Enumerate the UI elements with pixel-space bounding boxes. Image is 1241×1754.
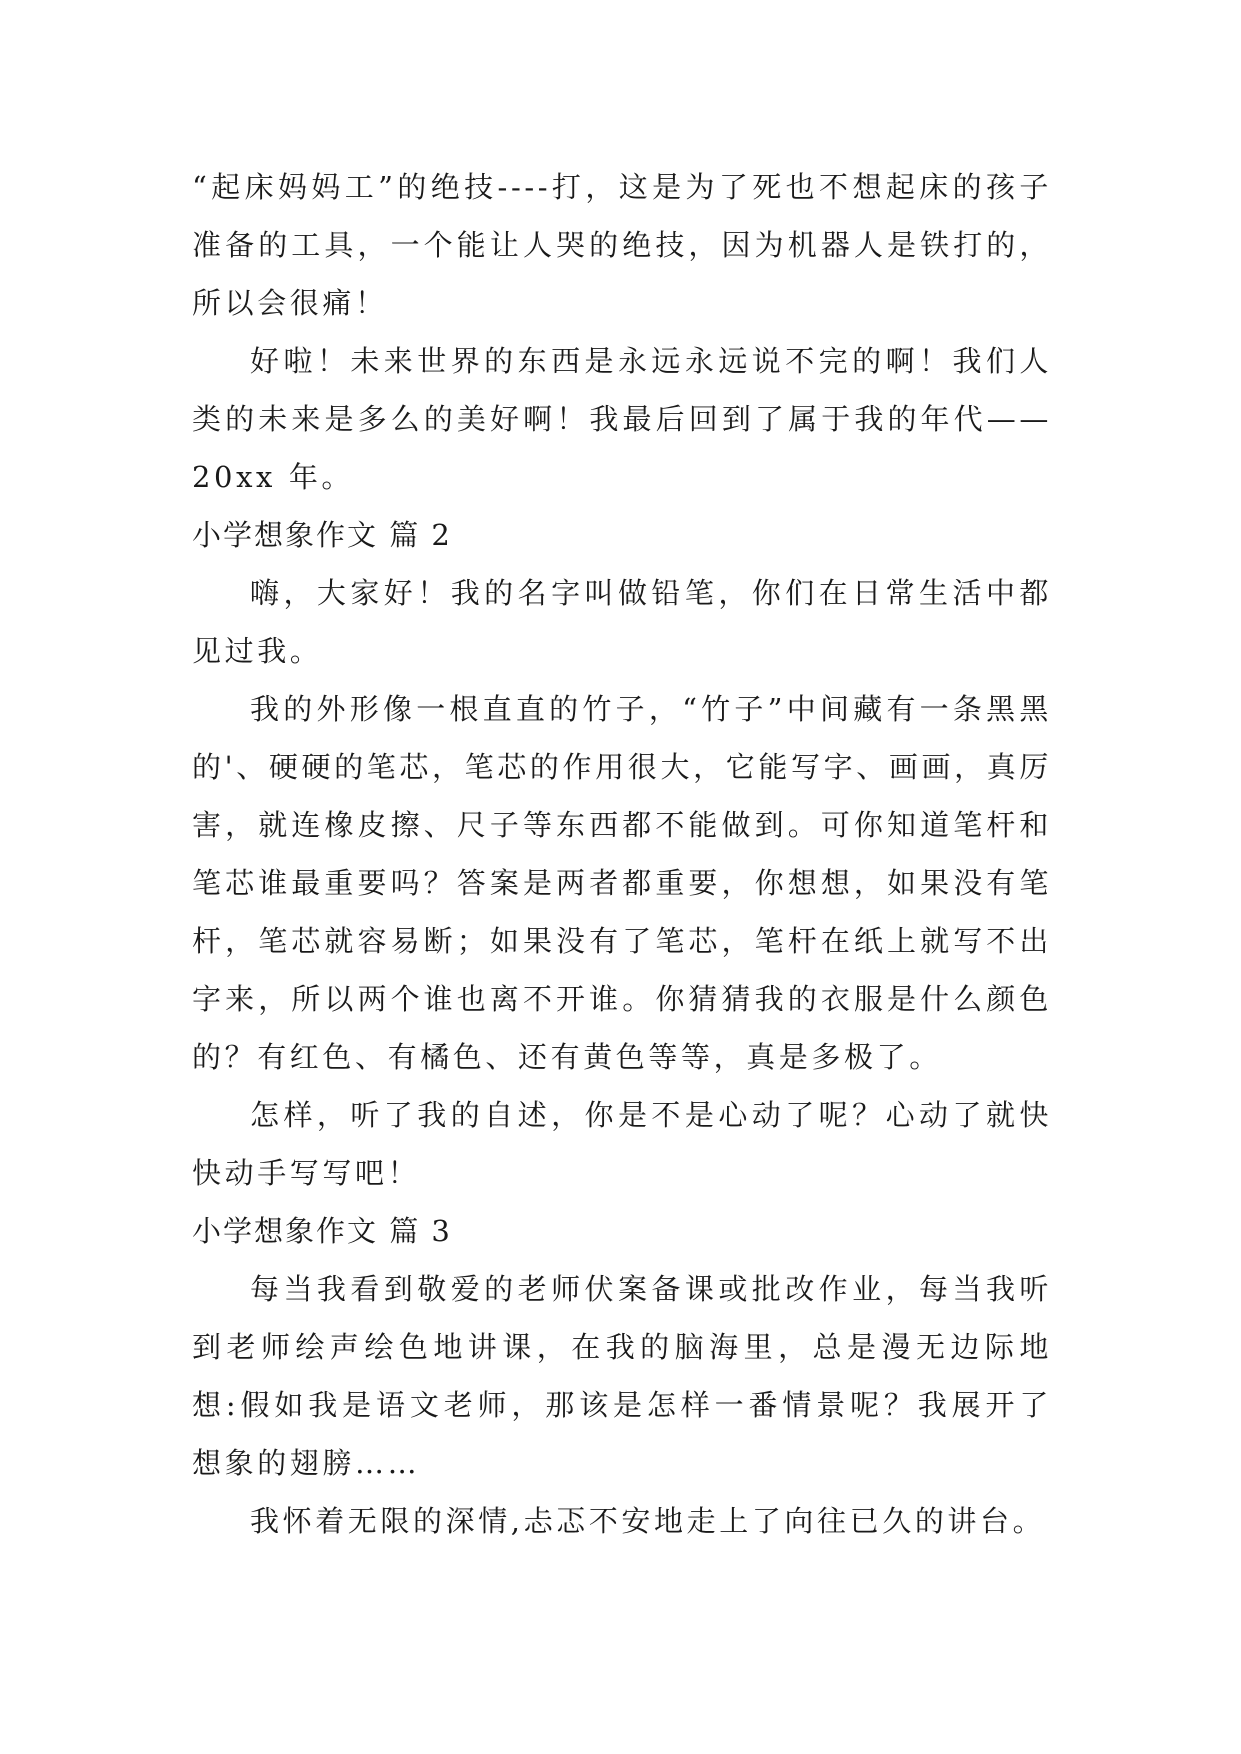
paragraph-continued: “起床妈妈工”的绝技----打，这是为了死也不想起床的孩子准备的工具，一个能让人哭的绝技，因为机器人是铁打的，所以会很痛！: [192, 170, 1052, 320]
paragraph: 我怀着无限的深情,忐忑不安地走上了向往已久的讲台。: [250, 1504, 1046, 1538]
paragraph: 嗨，大家好！我的名字叫做铅笔，你们在日常生活中都见过我。: [192, 576, 1052, 668]
paragraph: 好啦！未来世界的东西是永远永远说不完的啊！我们人类的未来是多么的美好啊！我最后回到了属于我的年代——20xx 年。: [192, 344, 1052, 494]
paragraph: 每当我看到敬爱的老师伏案备课或批改作业，每当我听到老师绘声绘色地讲课，在我的脑海里，总是漫无边际地想:假如我是语文老师，那该是怎样一番情景呢？我展开了想象的翅膀……: [192, 1272, 1052, 1480]
section-heading: 小学想象作文 篇 2: [192, 518, 452, 552]
paragraph: 怎样，听了我的自述，你是不是心动了呢？心动了就快快动手写写吧！: [192, 1098, 1052, 1190]
paragraph: 我的外形像一根直直的竹子，“竹子”中间藏有一条黑黑的'、硬硬的笔芯，笔芯的作用很大，它能写字、画画，真厉害，就连橡皮擦、尺子等东西都不能做到。可你知道笔杆和笔芯谁最重要吗？答案是两者都重要，你想想，如果没有笔杆，笔芯就容易断；如果没有了笔芯，笔杆在纸上就写不出字来，所以两个谁也离不开谁。你猜猜我的衣服是什么颜色的？有红色、有橘色、还有黄色等等，真是多极了。: [192, 692, 1052, 1074]
document-page: [192, 158, 1052, 1550]
section-heading: 小学想象作文 篇 3: [192, 1214, 452, 1248]
